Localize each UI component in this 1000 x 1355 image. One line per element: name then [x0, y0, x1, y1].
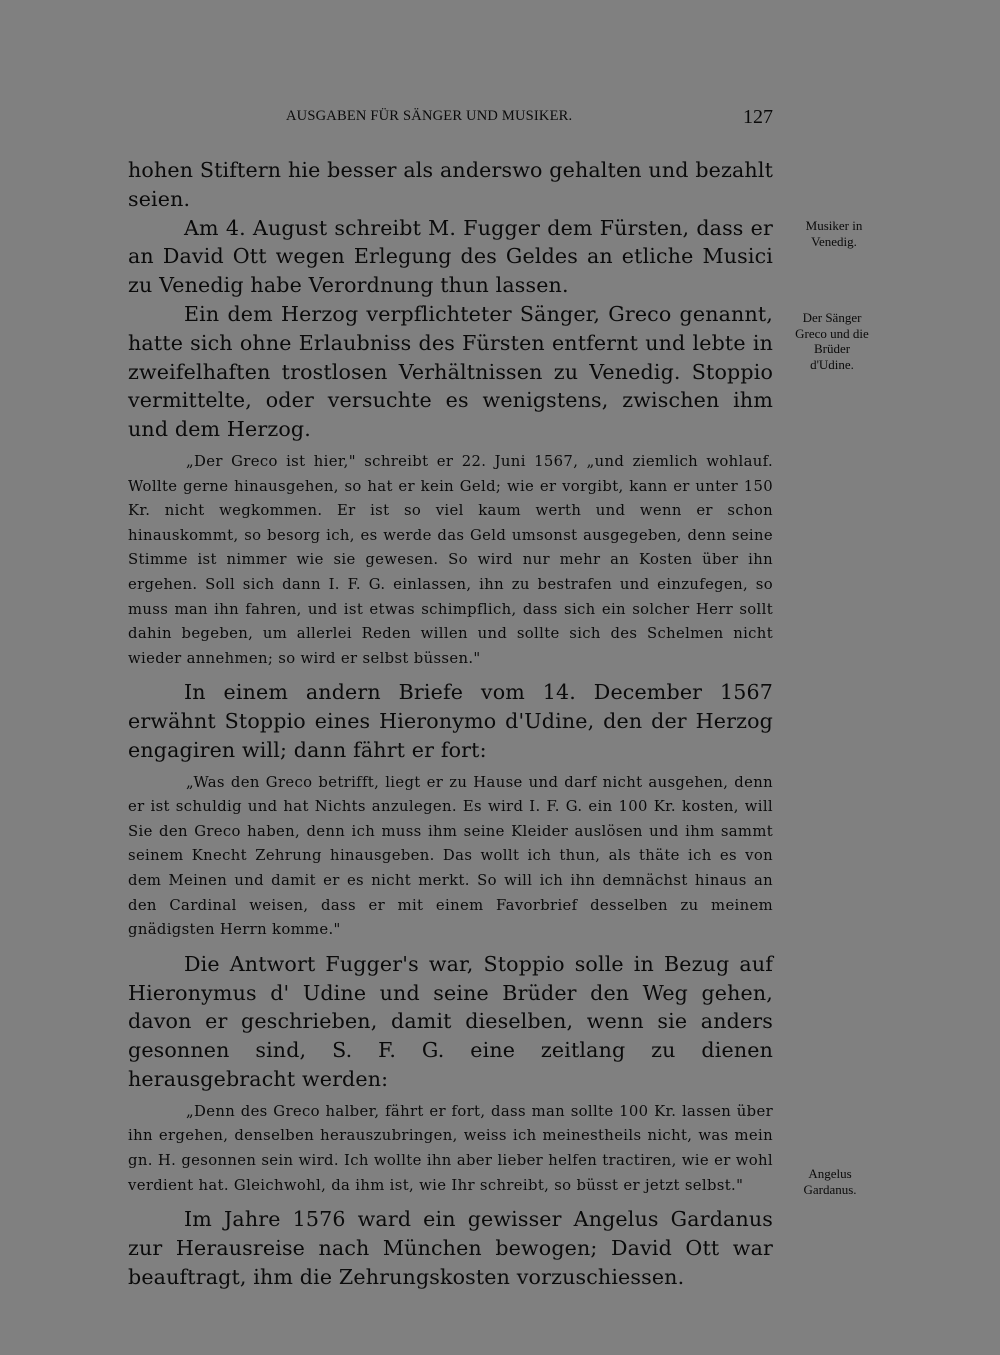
- body-text: [128, 156, 773, 1292]
- running-title: AUSGABEN FÜR SÄNGER UND MUSIKER.: [286, 108, 573, 124]
- margin-note-line: Der Sänger: [802, 310, 862, 325]
- margin-note-line: Brüder: [813, 341, 851, 356]
- paragraph-3: Ein dem Herzog verpflichteter Sänger, Greco genannt, hatte sich ohne Erlaubniss des Fürsten entfernt und lebte in zweifelhaften trostlosen Verhältnissen zu Venedig. Stoppio vermittelte, oder versuchte es wenigstens, zwischen ihm und dem Herzog.: [128, 301, 773, 442]
- quote-3: „Denn des Greco halber, fährt er fort, dass man sollte 100 Kr. lassen über ihn ergehen, denselben herauszubringen, weiss ich meinestheils nicht, was mein gn. H. gesonnen sein wird. Ich wollte ihn aber lieber helfen tractiren, wie er wohl verdient hat. Gleichwohl, da ihm ist, wie Ihr schreibt, so büsst er jetzt selbst.": [128, 1102, 773, 1194]
- margin-note-greco: [772, 310, 892, 372]
- quote-1: „Der Greco ist hier," schreibt er 22. Juni 1567, „und ziemlich wohlauf. Wollte gerne hinausgehen, so hat er kein Geld; wie er vorgibt, kann er unter 150 Kr. nicht wegkommen. Er ist so viel kaum werth und wenn er schon hinauskommt, so besorg ich, es werde das Geld umsonst ausgegeben, denn seine Stimme ist nimmer wie sie gewesen. So wird nur mehr an Kosten über ihn ergehen. Soll sich dann I. F. G. einlassen, ihn zu bestrafen und einzufegen, so muss man ihn fahren, und ist etwas schimpflich, dass sich ein solcher Herr sollt dahin begeben, um allerlei Reden willen und sollte sich des Schelmen nicht wieder annehmen; so wird er selbst büssen.": [128, 452, 773, 667]
- margin-note-line: Gardanus.: [803, 1181, 857, 1197]
- margin-note-musiker: [786, 218, 882, 249]
- margin-note-gardanus: [784, 1166, 876, 1197]
- page-header: [128, 106, 773, 128]
- margin-note-line: Musiker in: [805, 218, 863, 233]
- margin-note-line: Angelus: [808, 1166, 852, 1181]
- paragraph-2: Am 4. August schreibt M. Fugger dem Fürsten, dass er an David Ott wegen Erlegung des Geldes an etliche Musici zu Venedig habe Verordnung thun lassen.: [128, 215, 773, 298]
- paragraph-4: In einem andern Briefe vom 14. December 1567 erwähnt Stoppio eines Hieronymo d'Udine, den der Herzog engagiren will; dann fährt er fort:: [128, 680, 773, 762]
- paragraph-1: hohen Stiftern hie besser als anderswo gehalten und bezahlt seien.: [128, 158, 773, 211]
- margin-note-line: d'Udine.: [810, 356, 854, 372]
- page-number: 127: [743, 106, 773, 128]
- quote-2: „Was den Greco betrifft, liegt er zu Hause und darf nicht ausgehen, denn er ist schuldig und hat Nichts anzulegen. Es wird I. F. G. ein 100 Kr. kosten, will Sie den Greco haben, denn ich muss ihm seine Kleider auslösen und ihm sammt seinem Knecht Zehrung hinausgeben. Das wollt ich thun, als thäte ich es von dem Meinen und damit er es nicht merkt. So will ich ihn demnächst hinaus an den Cardinal weisen, dass er mit einem Favorbrief desselben zu meinem gnädigsten Herrn komme.": [128, 773, 773, 939]
- paragraph-6: Im Jahre 1576 ward ein gewisser Angelus Gardanus zur Herausreise nach München bewogen; David Ott war beauftragt, ihm die Zehrungskosten vorzuschiessen.: [128, 1207, 773, 1289]
- margin-note-line: Venedig.: [811, 233, 857, 249]
- margin-note-line: Greco und die: [795, 325, 869, 341]
- paragraph-5: Die Antwort Fugger's war, Stoppio solle in Bezug auf Hieronymus d' Udine und seine Brüder den Weg gehen, davon er geschrieben, damit dieselben, wenn sie anders gesonnen sind, S. F. G. eine zeitlang zu dienen herausgebracht werden:: [128, 951, 773, 1092]
